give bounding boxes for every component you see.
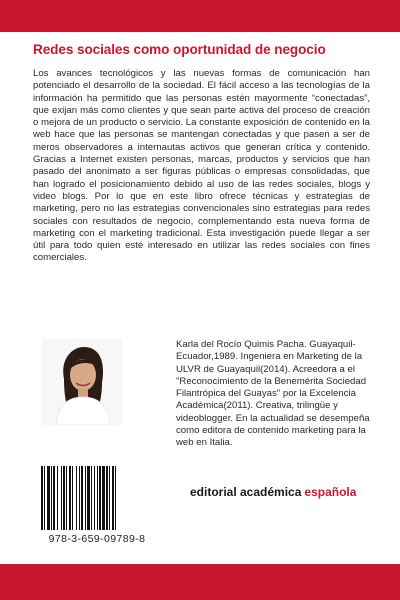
author-photo — [42, 339, 122, 425]
bottom-color-band — [0, 564, 400, 600]
isbn-barcode — [41, 466, 153, 530]
author-bio: Karla del Rocío Quimis Pacha. Guayaquil-Ecuador,1989. Ingeniera en Marketing de la ULVR de Guayaquil(2014). Acreedora a el "Reconocimiento de la Benemérita Sociedad Filantrópica del Guayas" por la Excelencia Académica(2011). Creativa, trilingüe y videoblogger. En la actualidad se desempeña como editora de contenido marketing para la web en Italia. — [176, 339, 370, 449]
author-portrait-illustration — [42, 339, 122, 425]
barcode-block — [33, 462, 161, 554]
top-color-band — [0, 0, 400, 32]
publisher-name-accent: española — [304, 485, 357, 499]
isbn-number: 978-3-659-09789-8 — [48, 533, 146, 545]
publisher-logo — [190, 485, 380, 499]
publisher-name: editorial académica — [190, 485, 302, 499]
book-title: Redes sociales como oportunidad de negocio — [33, 42, 326, 57]
book-description: Los avances tecnológicos y las nuevas formas de comunicación han potenciado el desarrollo de la sociedad. El fácil acceso a las tecnologías de la información ha permitido que las personas estén mayormente “conectadas”, que exijan más como clientes y que sean parte activa del proceso de creación o mejora de un producto o servicio. La constante exposición de contenido en la web hace que las personas se mantengan conectadas y que pasen a ser de meros observadores a internautas activos que generan crítica y contenido. Gracias a Internet existen personas, marcas, productos y servicios que han pasado del anonimato a ser figuras públicas o empresas consolidadas, que han logrado el posicionamiento debido al uso de las redes sociales, blogs y video blogs. Por lo que en este libro ofrece técnicas y estrategias de marketing, pero no las estrategias convencionales sino estrategias para redes sociales con resultados de negocio, complementando esta nueva forma de marketing con el marketing tradicional. Esta investigación puede llegar a ser útil para todo quien esté interesado en utilizar las redes sociales con fines comerciales. — [33, 68, 370, 264]
